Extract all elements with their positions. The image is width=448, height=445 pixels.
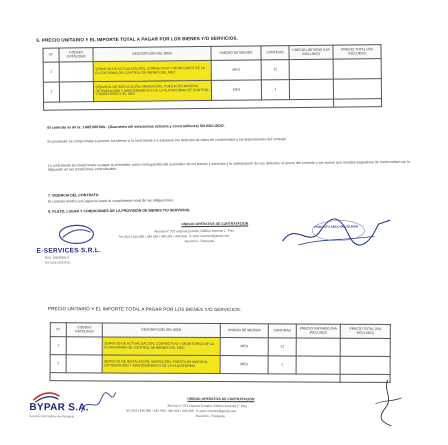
cell-codigo <box>59 82 93 102</box>
office-city: Asunción - Paraguay <box>195 413 225 419</box>
cell-cantidad: 12 <box>261 60 289 80</box>
header-unitario: PRECIO UNITARIO (IVA INCLUIDO) <box>289 45 333 59</box>
validity-heading: 7. VIGENCIA DEL CONTRATO. <box>48 193 100 198</box>
cell-total <box>333 59 381 80</box>
initials-icon <box>77 388 117 418</box>
total-value <box>334 99 382 108</box>
document-page-1 <box>14 0 435 290</box>
price-table <box>42 44 382 111</box>
section-heading-price: 6. PRECIO UNITARIO Y EL IMPORTE TOTAL A PAGAR POR LOS BIENES Y/O SERVICIOS. <box>36 35 238 43</box>
cell-n: 1 <box>50 337 66 355</box>
cell-descripcion: SERVICIO DE ACTUALIZACIÓN, CORRECTIVO Y MONITOREO DE LA PLATAFORMA DE CONTROL DE BIENES DEL MEC <box>102 337 220 356</box>
office-address: Abente N° 373 esquina Estrella, Edificio Imperial 1° Piso <box>167 403 248 409</box>
signature-icon <box>278 210 398 255</box>
header-unidad: UNIDAD DE MEDIDA <box>220 324 268 338</box>
office-title: UNIDAD OPERATIVA DE CONTRATACIÓN <box>181 221 249 227</box>
cell-descripcion: SERVICIO DE INSTALACIÓN, MIGRACIÓN, PUESTA EN MARCHA, OPTIMIZACIÓN Y MANTENIMIENTO DE LA PLATAFORMA DE CONTROL Y MONITOREO DEL MEC <box>93 80 211 101</box>
company-ruc: RUC: 80048911-9 <box>44 255 70 260</box>
cell-cantidad: 12 <box>268 338 296 356</box>
cell-n: 1 <box>43 62 59 82</box>
office-address: Abente N° 373 esquina Estrella, Edificio Imperial 1° Piso <box>154 228 235 234</box>
cell-unidad: MES <box>220 356 268 374</box>
office-title: UNIDAD OPERATIVA DE CONTRATACIÓN <box>187 396 255 402</box>
company-name: BYPAR S.A. <box>29 402 89 414</box>
price-table-2 <box>50 322 391 383</box>
cell-total <box>340 338 390 356</box>
header-unidad: UNIDAD DE MEDIDA <box>211 46 261 61</box>
contract-amount: El contrato es de G. 1.685.000.000.- (Guaraníes mil seiscientos ochenta y cinco millones) IVA INCLUIDO. <box>47 123 225 130</box>
header-codigo: CÓDIGO CATÁLOGO <box>59 48 93 62</box>
cell-unidad: MES <box>220 338 268 356</box>
company-tel: Tel: (021) 815 816 <box>44 260 70 265</box>
cell-unidad: MES <box>211 80 261 101</box>
header-cantidad: CANTIDAD <box>268 324 296 338</box>
header-descripcion: DESCRIPCIÓN DEL BIEN <box>93 46 211 61</box>
header-unitario: PRECIO UNITARIO (IVA INCLUIDO) <box>296 324 340 338</box>
company-name: E-SERVICES S.R.L. <box>36 247 102 255</box>
header-n: N° <box>43 48 59 62</box>
cell-total <box>340 356 390 374</box>
cell-cantidad: 1 <box>268 356 296 374</box>
cell-codigo <box>66 355 102 373</box>
office-city: Asunción - Paraguay <box>184 238 215 244</box>
cell-cantidad: 1 <box>261 80 289 100</box>
signatory-name: RODOLFO ANCOVA COLMAN <box>314 224 359 229</box>
cell-unidad: MES <box>211 60 261 81</box>
cell-unitario <box>289 59 333 79</box>
header-total: PRECIO TOTAL (IVA INCLUIDO) <box>340 324 390 338</box>
total-label <box>50 373 340 383</box>
cell-unitario <box>296 356 340 374</box>
validity-text: El contrato tendrá una vigencia hasta el cumplimiento total de las obligaciones. <box>48 198 174 204</box>
section-heading-price-2: PRECIO UNITARIO Y EL IMPORTE TOTAL A PAGAR POR LOS BIENES Y/O SERVICIOS. <box>47 306 242 313</box>
company-logo-icon <box>56 223 96 245</box>
header-descripcion: DESCRIPCIÓN DEL BIEN <box>102 323 220 338</box>
signature-icon <box>357 378 417 430</box>
provider-commitment: El proveedor se compromete a proveer los bienes a la contratante y a subsanar los defectos de estos de conformidad a las disposiciones del contrato. <box>47 137 287 144</box>
document-page-2 <box>17 292 438 444</box>
cell-n: 2 <box>43 82 59 102</box>
cell-codigo <box>59 62 93 82</box>
contracting-commitment: La contratante se compromete a pagar al proveedor como contrapartida del suministro de los bienes y servicios y la subsanación de sus defectos, el precio del contrato o las sumas que resulten pagaderas de conformidad con lo dispuesto en las condiciones contractuales. <box>47 159 411 172</box>
header-cantidad: CANTIDAD <box>261 46 289 60</box>
table-row <box>50 337 390 357</box>
cell-n: 2 <box>50 355 66 373</box>
cell-total <box>333 79 381 100</box>
table-row <box>50 355 390 375</box>
total-label <box>44 99 334 110</box>
office-phone: Tel: (021) 440.990 / 440.992 / 440.991 / 440.996 - E-mail: uocmec@gmail.com <box>118 233 230 239</box>
cell-unitario <box>296 338 340 356</box>
cell-codigo <box>66 337 102 355</box>
cell-descripcion: SERVICIO DE ACTUALIZACIÓN, CORRECTIVO Y MONITOREO DE LA PLATAFORMA DE CONTROL DE BIENES DEL MEC <box>93 60 211 81</box>
cell-descripcion: SERVICIO DE INSTALACIÓN, MIGRACIÓN, PUESTA EN MARCHA, OPTIMIZACIÓN Y MANTENIMIENTO DE LA PLATAFORMA <box>102 355 220 374</box>
header-total: PRECIO TOTAL (IVA INCLUIDO) <box>333 45 381 60</box>
company-subtitle: Servicios Informáticos del Paraguay <box>29 414 74 419</box>
header-n: N° <box>50 323 66 337</box>
plazo-heading: 8. PLAZO, LUGAR Y CONDICIONES DE LA PROVISIÓN DE BIENES Y/O SERVICIOS. <box>48 208 191 214</box>
table-total-row <box>50 373 390 383</box>
office-phone: Tel: (021) 440.990 / 440.992 / 440.991 / 440.996 - E-mail: uocmec@gmail.com <box>125 408 237 414</box>
header-codigo: CÓDIGO CATÁLOGO <box>66 323 102 337</box>
cell-unitario <box>289 79 333 99</box>
